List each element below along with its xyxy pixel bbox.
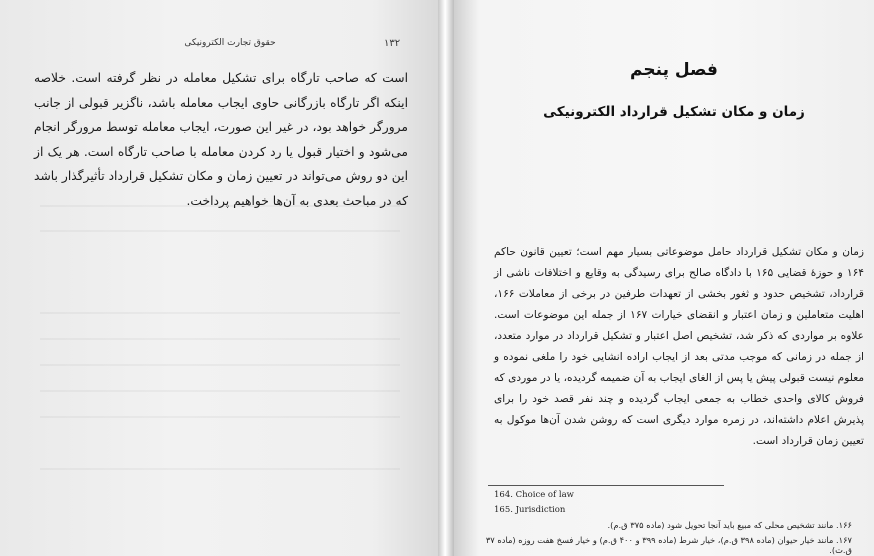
show-through-line [40,205,400,207]
book-gutter [438,0,454,556]
page-number: ۱۳۲ [384,38,401,49]
show-through-line [40,338,400,340]
show-through-line [40,468,400,470]
footnote-divider [488,485,724,486]
show-through-line [40,312,400,314]
show-through-line [40,364,400,366]
footnote-164: 164. Choice of law [494,490,574,500]
show-through-line [40,230,400,232]
show-through-line [40,416,400,418]
chapter-title: فصل پنجم [630,60,718,80]
running-head: حقوق تجارت الکترونیکی [184,38,276,48]
left-paragraph: است که صاحب تارگاه برای تشکیل معامله در نظر گرفته است. خلاصه اینکه اگر تارگاه بازرگانی حاوی ایجاب معامله باشد، ناگزیر قبولی از جانب مرورگر خواهد بود، در غیر این صورت، ایجاب معامله توسط مرورگر انجام می‌شود و اختیار قبول یا رد کردن معامله با صاحب تارگاه است. هر یک از این دو روش می‌تواند در تعیین زمان و مکان تشکیل قرارداد تأثیرگذار باشد که در مباحث بعدی به آن‌ها خواهیم پرداخت. [34,71,408,208]
chapter-subtitle: زمان و مکان تشکیل قرارداد الکترونیکی [543,104,805,120]
footnote-167: ۱۶۷. مانند خیار حیوان (ماده ۳۹۸ ق.م)، خیار شرط (ماده ۳۹۹ و ۴۰۰ ق.م) و خیار فسخ هفت روزه (ماده ۳۷ ق.ت). [485,535,852,555]
show-through-line [40,390,400,392]
footnote-166: ۱۶۶. مانند تشخیص محلی که مبیع باید آنجا تحویل شود (ماده ۳۷۵ ق.م). [607,520,852,530]
footnote-165: 165. Jurisdiction [494,505,566,515]
right-paragraph: زمان و مکان تشکیل قرارداد حامل موضوعاتی بسیار مهم است؛ تعیین قانون حاکم ۱۶۴ و حوزهٔ قضایی ۱۶۵ با دادگاه صالح برای رسیدگی به وقایع و اختلافات ناشی از قرارداد، تشخیص حدود و ثغور بخشی از تعهدات طرفین در برخی از معاملات ۱۶۶، اهلیت متعاملین و زمان اعتبار و انقضای خیارات ۱۶۷ از جمله این موضوعات است. علاوه بر مواردی که ذکر شد، تشخیص اصل اعتبار و تشکیل قرارداد در موارد متعدد، از جمله در زمانی که موجب مدتی بعد از ایجاب اراده انشایی خود را ملغی نموده و معلوم نیست قبولی پیش یا پس از الغای ایجاب به آن ضمیمه گردیده، یا در موردی که فروش کالای واحدی خطاب به جمعی ایجاب گردیده و چند نفر قصد خود را برای پذیرش اعلام داشته‌اند، در زمره موارد دیگری است که روشن شدن آن‌ها موکول به تعیین زمان قرارداد است. [494,246,864,447]
right-page [454,0,874,556]
